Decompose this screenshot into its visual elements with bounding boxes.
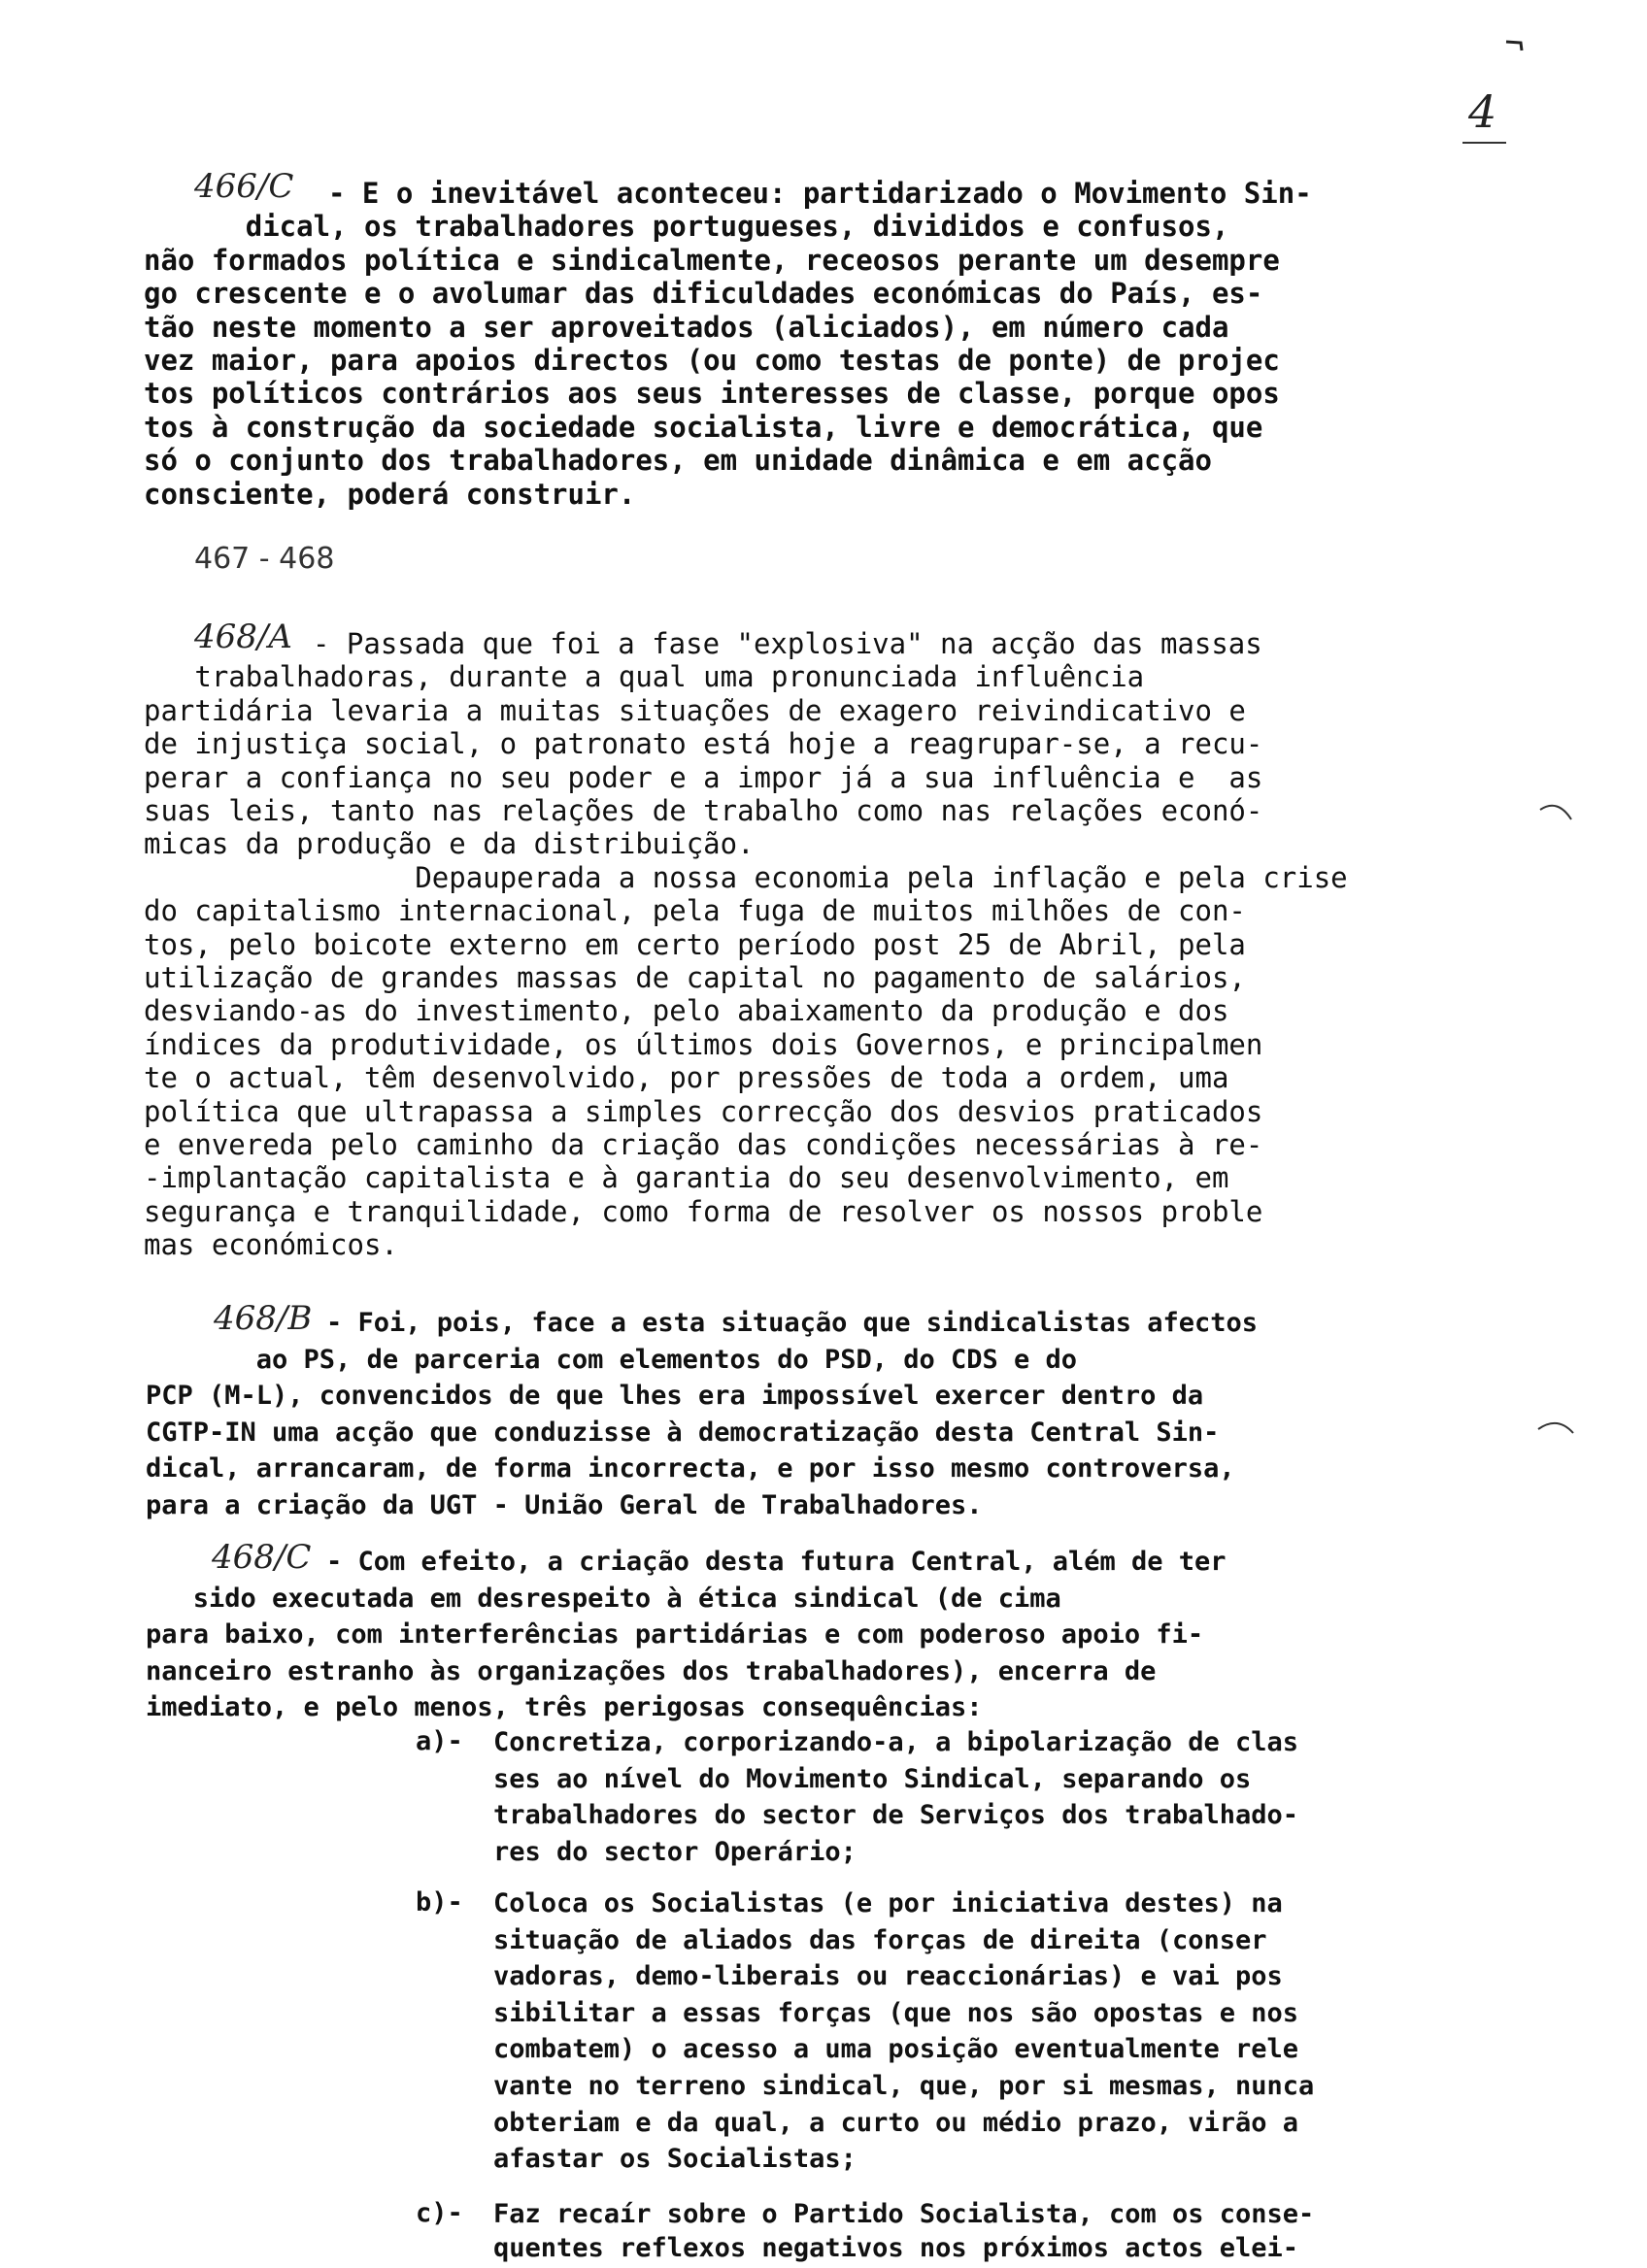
paragraph-468a-line-16: e envereda pelo caminho da criação das condições necessárias à re- <box>144 1128 1263 1161</box>
list-item-b-line-7: obteriam e da qual, a curto ou médio prazo, virão a <box>493 2107 1299 2138</box>
margin-bracket-mark <box>1536 1414 1575 1443</box>
list-item-b-line-6: vante no terreno sindical, que, por si mesmas, nunca <box>493 2071 1315 2101</box>
paragraph-468a-line-1: - Passada que foi a fase "explosiva" na acção das massas <box>313 627 1262 660</box>
list-item-b-line-1: Coloca os Socialistas (e por iniciativa destes) na <box>493 1888 1283 1918</box>
section-marker-468c: 468/C <box>212 1538 312 1577</box>
list-item-a-line-1: Concretiza, corporizando-a, a bipolarização de clas <box>493 1727 1299 1757</box>
paragraph-468a-line-11: utilização de grandes massas de capital no pagamento de salários, <box>144 961 1246 994</box>
paragraph-468a-line-12: desviando-as do investimento, pelo abaixamento da produção e dos <box>144 994 1229 1028</box>
list-item-c-line-2: quentes reflexos negativos nos próximos actos elei- <box>493 2233 1299 2263</box>
paragraph-468b-line-4: CGTP-IN uma acção que conduzisse à democratização desta Central Sin- <box>146 1417 1220 1448</box>
section-marker-468b: 468/B <box>214 1299 313 1338</box>
paragraph-466c-line-3: não formados política e sindicalmente, receosos perante um desempre <box>144 243 1280 277</box>
paragraph-468b-line-2: ao PS, de parceria com elementos do PSD, do CDS e do <box>146 1344 1078 1375</box>
paragraph-468c-line-2: sido executada em desrespeito à ética sindical (de cima <box>146 1583 1061 1614</box>
paragraph-466c-line-7: tos políticos contrários aos seus interesses de classe, porque opos <box>144 377 1280 411</box>
paragraph-468a-line-3: partidária levaria a muitas situações de exagero reivindicativo e <box>144 693 1246 727</box>
section-marker-466c: 466/C <box>194 167 294 206</box>
paragraph-468b-line-3: PCP (M-L), convencidos de que lhes era impossível exercer dentro da <box>146 1381 1204 1412</box>
paragraph-468c-line-5: imediato, e pelo menos, três perigosas consequências: <box>146 1692 983 1723</box>
paragraph-468a-line-7: micas da produção e da distribuição. <box>144 827 755 861</box>
paragraph-468c-line-3: para baixo, com interferências partidárias e com poderoso apoio fi- <box>146 1619 1204 1651</box>
paragraph-468c-line-1: - Com efeito, a criação desta futura Central, além de ter <box>326 1547 1227 1577</box>
page-number: 4 <box>1468 85 1497 138</box>
paragraph-468a-line-6: suas leis, tanto nas relações de trabalho como nas relações econó- <box>144 794 1263 827</box>
list-item-label-a: a)- <box>416 1726 463 1756</box>
paragraph-468a-line-9: do capitalismo internacional, pela fuga de muitos milhões de con- <box>144 894 1246 928</box>
paragraph-468a-line-14: te o actual, têm desenvolvido, por pressões de toda a ordem, uma <box>144 1061 1229 1095</box>
paragraph-468a-line-17: -implantação capitalista e à garantia do seu desenvolvimento, em <box>144 1161 1229 1195</box>
paragraph-468a-line-8: Depauperada a nossa economia pela inflação e pela crise <box>144 860 1348 894</box>
paragraph-466c-line-6: vez maior, para apoios directos (ou como testas de ponte) de projec <box>144 344 1280 377</box>
list-item-b-line-4: sibilitar a essas forças (que nos são opostas e nos <box>493 1997 1299 2028</box>
paragraph-468a-line-19: mas económicos. <box>144 1228 398 1262</box>
paragraph-468a-line-5: perar a confiança no seu poder e a impor já a sua influência e as <box>144 760 1263 794</box>
paragraph-468a-line-4: de injustiça social, o patronato está hoje a reagrupar-se, a recu- <box>144 727 1263 761</box>
list-item-b-line-5: combatem) o acesso a uma posição eventualmente rele <box>493 2034 1299 2065</box>
paragraph-466c-line-2: dical, os trabalhadores portugueses, divididos e confusos, <box>144 210 1229 244</box>
list-item-a-line-3: trabalhadores do sector de Serviços dos trabalhado- <box>493 1800 1299 1831</box>
paragraph-468b-line-5: dical, arrancaram, de forma incorrecta, e por isso mesmo controversa, <box>146 1453 1235 1484</box>
corner-mark <box>1505 39 1527 52</box>
list-item-b-line-2: situação de aliados das forças de direita (conser <box>493 1924 1267 1955</box>
paragraph-466c-line-1: - E o inevitável aconteceu: partidarizado o Movimento Sin- <box>328 177 1312 210</box>
section-range-467-468: 467 - 468 <box>194 542 335 576</box>
paragraph-466c-line-4: go crescente e o avolumar das dificuldades económicas do País, es- <box>144 277 1263 311</box>
list-item-a-line-2: ses ao nível do Movimento Sindical, separando os <box>493 1763 1252 1794</box>
paragraph-466c-line-5: tão neste momento a ser aproveitados (aliciados), em número cada <box>144 310 1229 344</box>
paragraph-466c-line-9: só o conjunto dos trabalhadores, em unidade dinâmica e em acção <box>144 444 1212 478</box>
list-item-label-c: c)- <box>416 2198 463 2228</box>
paragraph-468c-line-4: nanceiro estranho às organizações dos trabalhadores), encerra de <box>146 1655 1157 1686</box>
paragraph-468a-line-10: tos, pelo boicote externo em certo período post 25 de Abril, pela <box>144 927 1246 961</box>
list-item-a-line-4: res do sector Operário; <box>493 1836 857 1867</box>
paragraph-468a-line-15: política que ultrapassa a simples correcção dos desvios praticados <box>144 1094 1263 1128</box>
paragraph-468b-line-6: para a criação da UGT - União Geral de Trabalhadores. <box>146 1490 983 1520</box>
paragraph-466c-line-10: consciente, poderá construir. <box>144 477 636 511</box>
paragraph-468a-line-18: segurança e tranquilidade, como forma de resolver os nossos proble <box>144 1194 1263 1228</box>
margin-bracket-mark <box>1538 796 1573 825</box>
paragraph-468b-line-1: - Foi, pois, face a esta situação que sindicalistas afectos <box>326 1308 1259 1338</box>
list-item-label-b: b)- <box>416 1887 463 1918</box>
list-item-c-line-1: Faz recaír sobre o Partido Socialista, com os conse- <box>493 2199 1315 2229</box>
list-item-b-line-8: afastar os Socialistas; <box>493 2144 857 2175</box>
paragraph-468a-line-13: índices da produtividade, os últimos dois Governos, e principalmen <box>144 1027 1263 1061</box>
paragraph-466c-line-8: tos à construção da sociedade socialista, livre e democrática, que <box>144 410 1263 444</box>
section-marker-468a: 468/A <box>194 617 292 656</box>
list-item-b-line-3: vadoras, demo-liberais ou reaccionárias) e vai pos <box>493 1961 1283 1992</box>
paragraph-468a-line-2: trabalhadoras, durante a qual uma pronunciada influência <box>144 660 1145 694</box>
